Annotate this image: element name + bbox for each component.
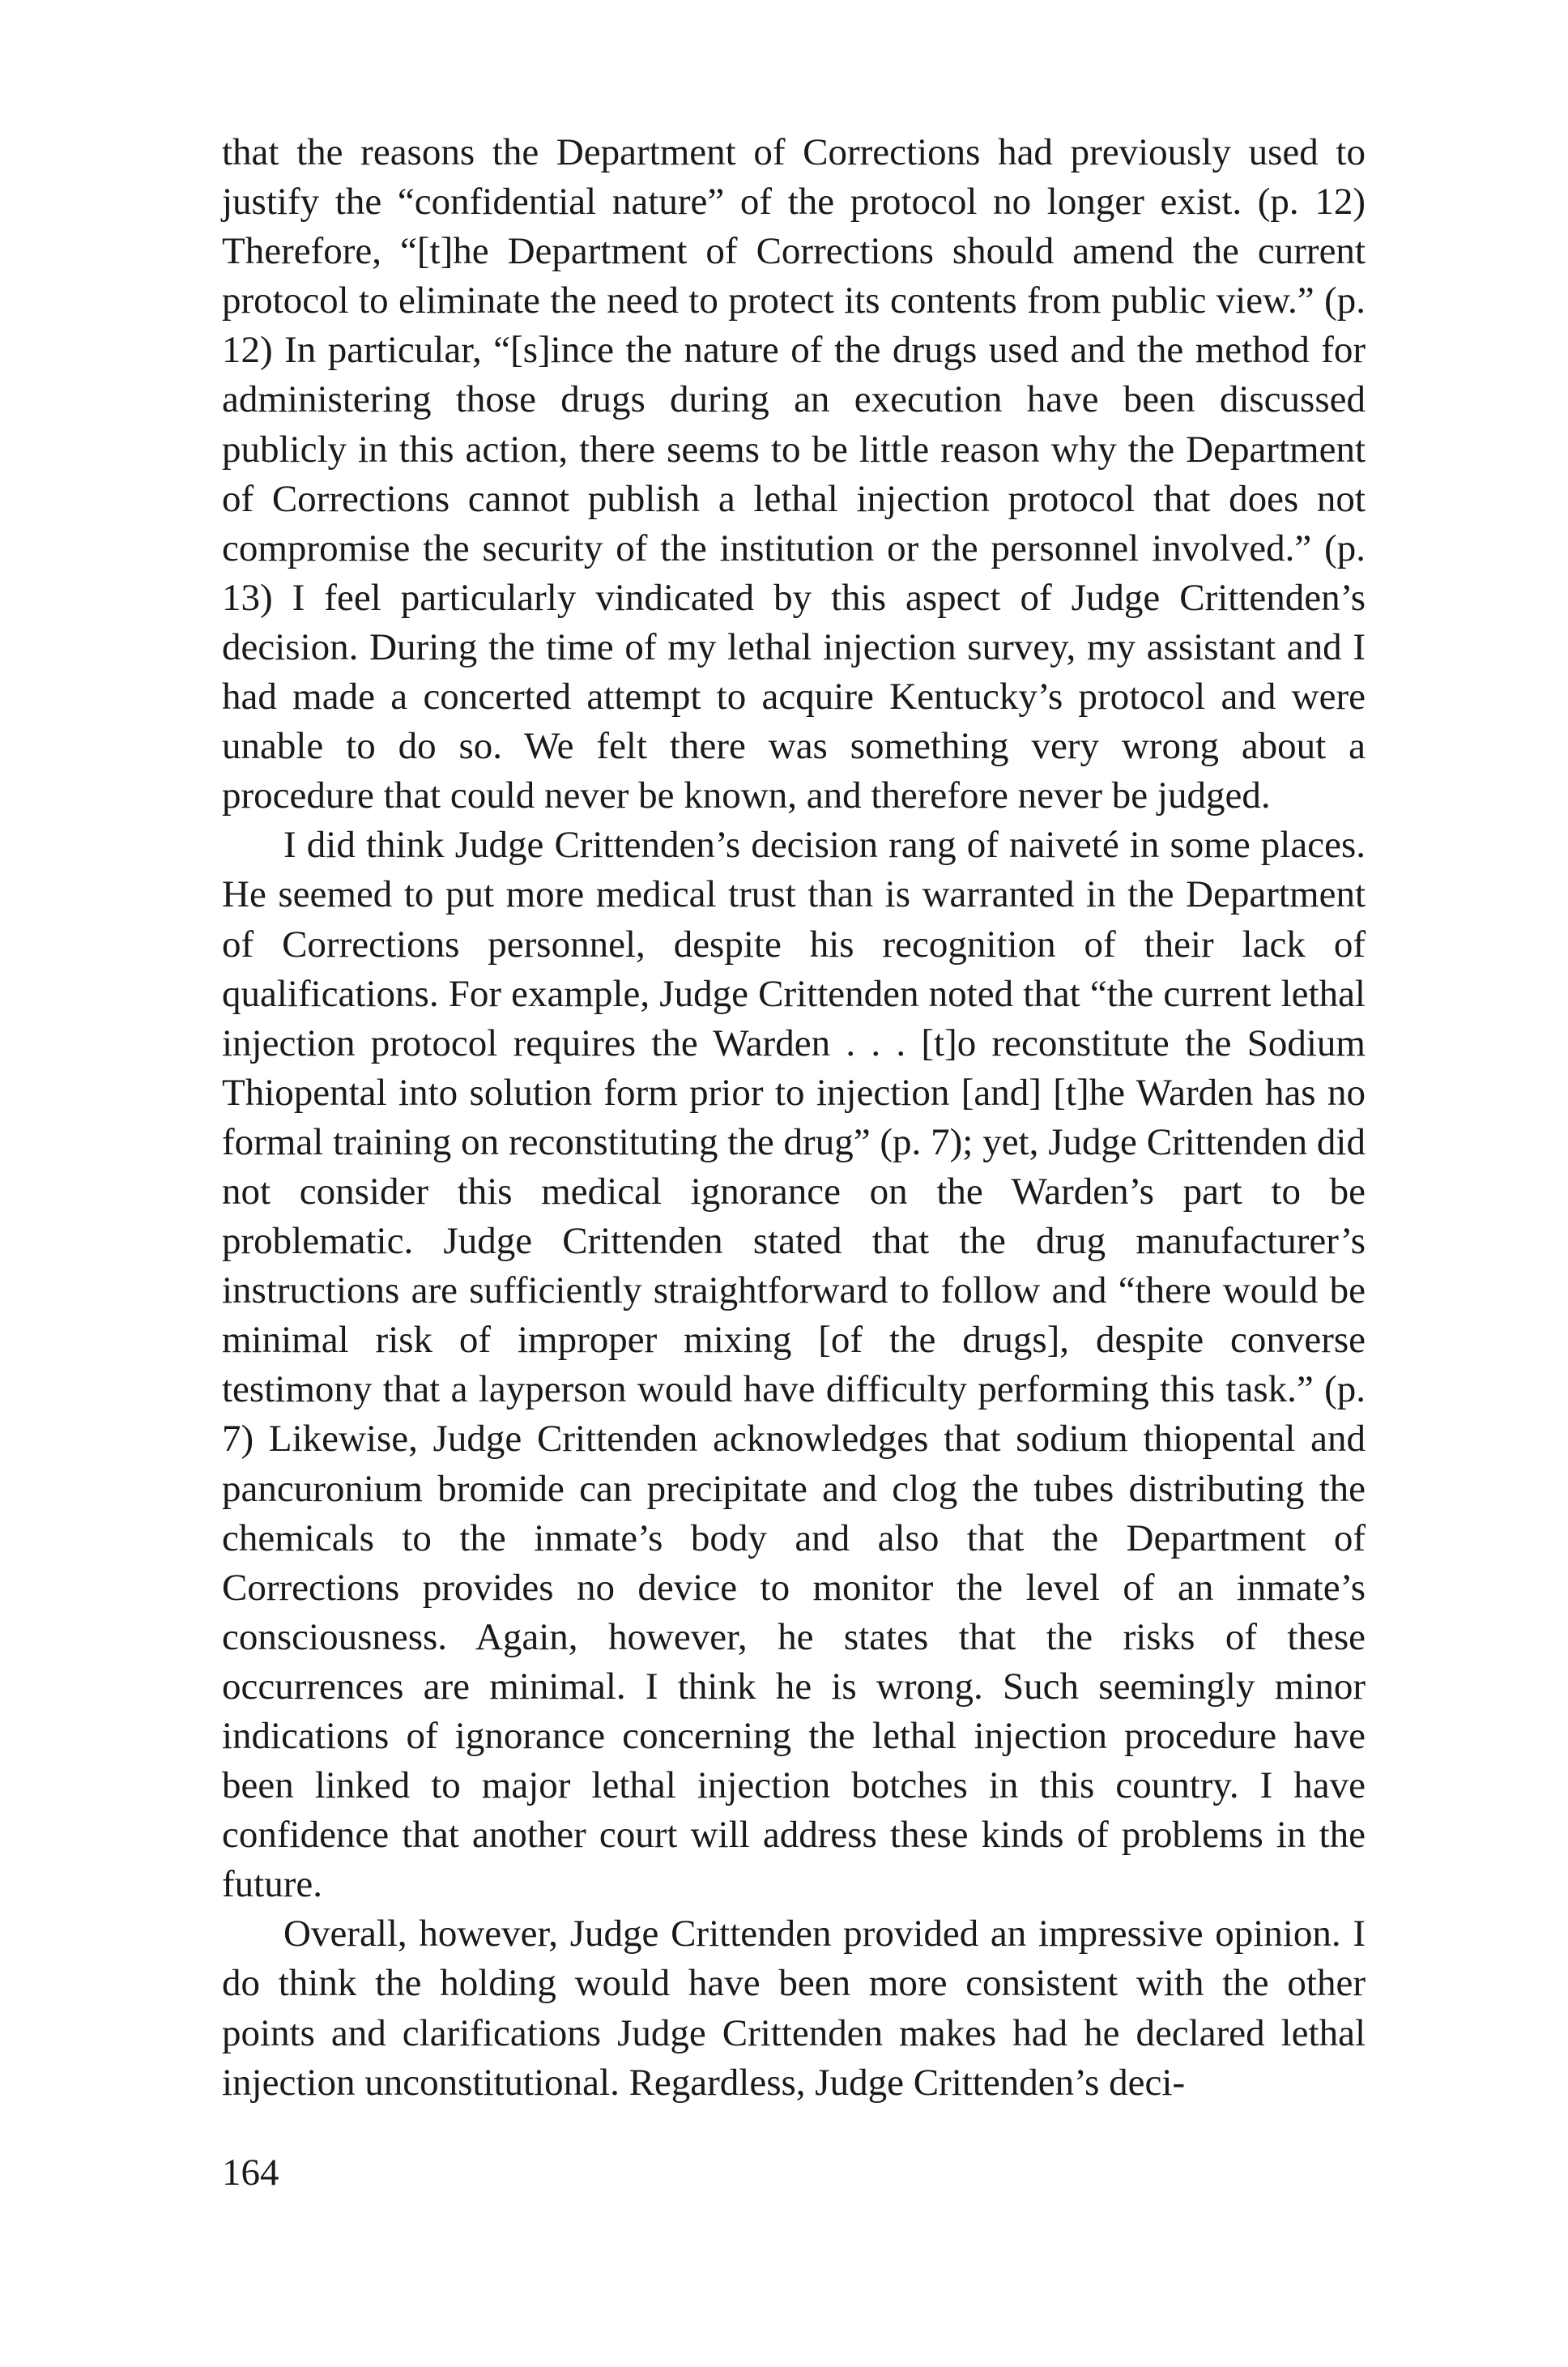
paragraph: I did think Judge Crittenden’s decision rang of naiveté in some places. He seemed to put more medical trust than is warranted in the Department of Corrections personnel, despite his recognition of their lack of qualifications. For example, Judge Crittenden noted that “the current lethal injection protocol requires the Warden . . . [t]o reconstitute the Sodium Thiopental into solution form prior to injection [and] [t]he Warden has no formal training on reconstituting the drug” (p. 7); yet, Judge Crittenden did not consider this medical ignorance on the Warden’s part to be problematic. Judge Crittenden stated that the drug manufacturer’s instructions are sufficiently straightforward to follow and “there would be minimal risk of improper mixing [of the drugs], despite converse testimony that a layperson would have difficulty performing this task.” (p. 7) Likewise, Judge Crittenden acknowledges that sodium thiopental and pancuronium bromide can precipitate and clog the tubes distributing the chemicals to the inmate’s body and also that the Department of Corrections provides no device to monitor the level of an inmate’s consciousness. Again, however, he states that the risks of these occurrences are minimal. I think he is wrong. Such seemingly minor indications of ignorance concerning the lethal injection procedure have been linked to major lethal injection botches in this country. I have confidence that another court will address these kinds of problems in the future.	[222, 824, 1366, 1906]
paragraph: Overall, however, Judge Crittenden provided an impressive opinion. I do think the holding would have been more consistent with the other points and clarifications Judge Crittenden makes had he declared lethal injection unconstitutional. Regardless, Judge Crittenden’s deci-	[222, 1913, 1366, 2104]
page-number: 164	[222, 2152, 279, 2194]
paragraph-continued: that the reasons the Department of Corrections had previously used to justify the “confidential nature” of the protocol no longer exist. (p. 12) Therefore, “[t]he Department of Corrections should amend the current protocol to eliminate the need to protect its contents from public view.” (p. 12) In particular, “[s]ince the nature of the drugs used and the method for administering those drugs during an execution have been discussed publicly in this action, there seems to be little reason why the Department of Corrections cannot publish a lethal injection protocol that does not compromise the security of the institution or the personnel involved.” (p. 13) I feel particularly vindicated by this aspect of Judge Crittenden’s decision. During the time of my lethal injection survey, my assistant and I had made a concerted attempt to acquire Kentucky’s protocol and were unable to do so. We felt there was something very wrong about a procedure that could never be known, and therefore never be judged.	[222, 131, 1366, 817]
body-text	[222, 128, 1366, 2108]
